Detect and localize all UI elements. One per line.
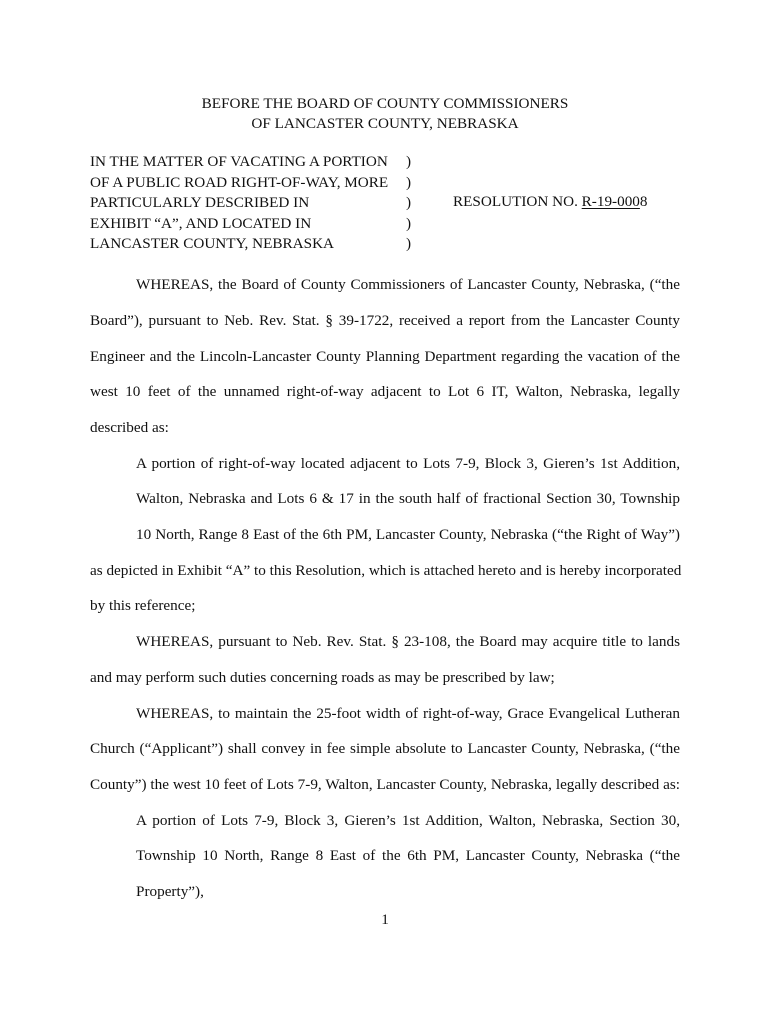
resolution-number-suffix: 8 — [639, 193, 648, 210]
caption-line: LANCASTER COUNTY, NEBRASKA — [90, 235, 335, 252]
heading-line-2: OF LANCASTER COUNTY, NEBRASKA — [251, 115, 519, 132]
caption-line: IN THE MATTER OF VACATING A PORTION — [90, 153, 388, 170]
body-line: Board”), pursuant to Neb. Rev. Stat. § 39-1722, received a report from the Lancaster County — [90, 312, 680, 329]
resolution-number: R-19-000 — [581, 193, 640, 210]
caption-line: PARTICULARLY DESCRIBED IN — [90, 194, 310, 211]
caption-paren: ) — [406, 173, 412, 191]
page-number: 1 — [381, 911, 389, 928]
body-line: west 10 feet of the unnamed right-of-way adjacent to Lot 6 IT, Walton, Nebraska, legally — [90, 383, 680, 400]
caption-paren: ) — [406, 153, 412, 170]
legal-description-line: 10 North, Range 8 East of the 6th PM, Lancaster County, Nebraska (“the Right of Way”) — [136, 526, 680, 543]
legal-description-line: Walton, Nebraska and Lots 6 & 17 in the south half of fractional Section 30, Township — [136, 490, 680, 507]
caption-row — [90, 214, 456, 235]
legal-description-line: Township 10 North, Range 8 East of the 6th PM, Lancaster County, Nebraska (“the — [136, 847, 680, 864]
caption-paren: ) — [406, 235, 412, 252]
caption-row — [90, 173, 456, 194]
body-line: WHEREAS, the Board of County Commissioners of Lancaster County, Nebraska, (“the — [136, 276, 680, 293]
caption-line: OF A PUBLIC ROAD RIGHT-OF-WAY, MORE — [90, 173, 389, 191]
caption-paren: ) — [406, 214, 412, 232]
body-line: by this reference; — [90, 597, 196, 614]
body-line: County”) the west 10 feet of Lots 7-9, Walton, Lancaster County, Nebraska, legally described as: — [90, 776, 680, 793]
resolution-number-block — [453, 192, 647, 213]
caption-row — [90, 193, 456, 214]
body-line: WHEREAS, pursuant to Neb. Rev. Stat. § 23-108, the Board may acquire title to lands — [136, 633, 680, 650]
heading-line-1: BEFORE THE BOARD OF COUNTY COMMISSIONERS — [201, 95, 569, 112]
body-line: Engineer and the Lincoln-Lancaster County Planning Department regarding the vacation of the — [90, 348, 680, 365]
legal-description-line: Property”), — [136, 883, 204, 900]
resolution-label: RESOLUTION NO. — [453, 193, 582, 210]
body-line: WHEREAS, to maintain the 25-foot width of right-of-way, Grace Evangelical Lutheran — [136, 705, 680, 722]
caption-paren: ) — [406, 194, 412, 211]
caption-row — [90, 234, 456, 255]
legal-description-line: A portion of right-of-way located adjacent to Lots 7-9, Block 3, Gieren’s 1st Addition, — [136, 455, 680, 472]
body-line: Church (“Applicant”) shall convey in fee simple absolute to Lancaster County, Nebraska, (“the — [90, 740, 680, 757]
body-line: as depicted in Exhibit “A” to this Resolution, which is attached hereto and is hereby incorporated — [90, 562, 682, 579]
body-line: described as: — [90, 419, 169, 436]
body-line: and may perform such duties concerning roads as may be prescribed by law; — [90, 669, 555, 686]
document-heading — [0, 94, 770, 134]
legal-description-line: A portion of Lots 7-9, Block 3, Gieren’s 1st Addition, Walton, Nebraska, Section 30, — [136, 812, 680, 829]
caption-line: EXHIBIT “A”, AND LOCATED IN — [90, 214, 312, 232]
caption-row — [90, 152, 456, 173]
case-caption — [90, 152, 456, 255]
